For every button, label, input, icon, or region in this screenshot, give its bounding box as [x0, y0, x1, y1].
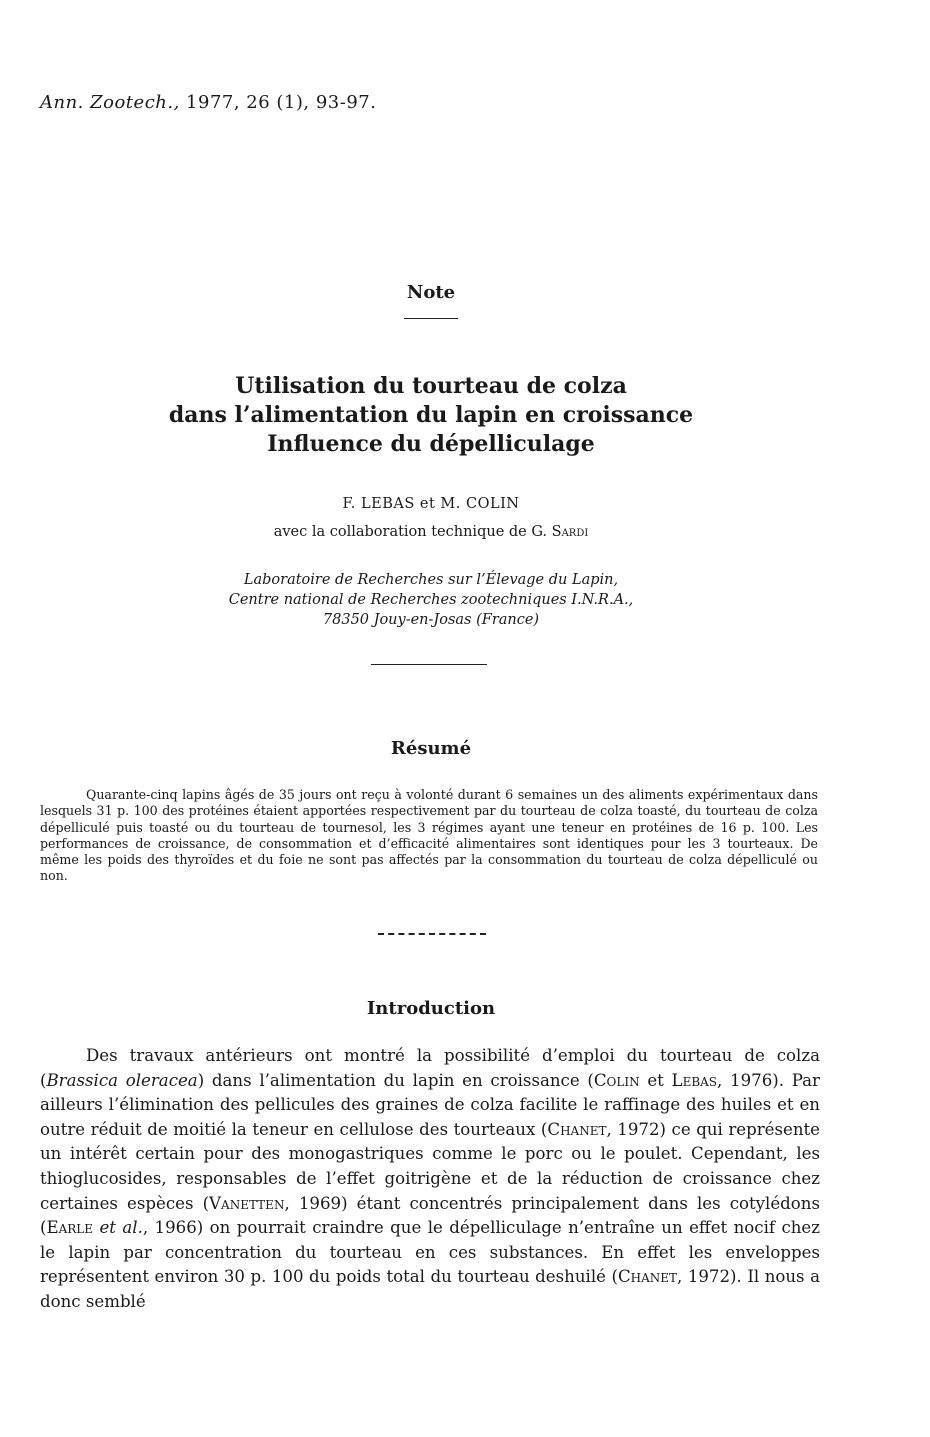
journal-reference — [40, 92, 376, 113]
resume-heading: Résumé — [390, 738, 472, 759]
note-label: Note — [406, 282, 456, 303]
affiliation-line-2: Centre national de Recherches zootechniques I.N.R.A., — [228, 592, 634, 608]
affiliation-line-3: 78350 Jouy-en-Josas (France) — [322, 612, 540, 628]
title-line-1: Utilisation du tourteau de colza — [235, 373, 627, 399]
introduction-heading: Introduction — [366, 998, 496, 1019]
citation-author: Chanet — [547, 1119, 607, 1139]
collaborator-name: Sardi — [551, 524, 589, 540]
citation-et-al: et al. — [99, 1218, 143, 1238]
collaboration-prefix: avec la collaboration technique de G. — [273, 524, 552, 540]
title-line-3: Influence du dépelliculage — [267, 431, 595, 457]
introduction-text — [40, 1044, 820, 1315]
species-name: Brassica oleracea — [46, 1070, 198, 1090]
abstract-end-separator — [378, 933, 486, 935]
citation-author: Colin — [593, 1070, 640, 1090]
intro-text-6: , 1969) étant concentrés principalement dans les cotylédons ( — [40, 1193, 820, 1238]
title-line-2: dans l’alimentation du lapin en croissance — [168, 402, 694, 428]
intro-text-2: ) dans l’alimentation du lapin en croissance ( — [197, 1070, 594, 1090]
authors: F. LEBAS et M. COLIN — [342, 496, 520, 512]
intro-text-7: , 1966) on pourrait craindre que le dépelliculage n’entraîne un effet nocif chez le lapin par concentration du tourteau en ces substances. En effet les enveloppes représentent environ 30 p. 100 du poids total du tourteau deshuilé ( — [40, 1218, 820, 1287]
citation-author: Vanetten — [209, 1193, 285, 1213]
intro-text-1: Des travaux antérieurs ont montré la possibilité d’emploi du tourteau de colza ( — [40, 1046, 820, 1090]
citation-author: Earle — [46, 1218, 94, 1238]
resume-text: Quarante-cinq lapins âgés de 35 jours ont reçu à volonté durant 6 semaines un des aliments expérimentaux dans lesquels 31 p. 100 des protéines étaient apportées respectivement par du tourteau de colza toasté, du tourteau de colza dépelliculé puis toasté ou du tourteau de tournesol, les 3 régimes ayant une teneur en protéines de 16 p. 100. Les performances de croissance, de consommation et d’efficacité alimentaires sont identiques pour les 3 tourteaux. De même les poids des thyroïdes et du foie ne sont pas affectés par la consommation du tourteau de colza dépelliculé ou non. — [40, 787, 818, 884]
affiliation-line-1: Laboratoire de Recherches sur l’Élevage du Lapin, — [243, 572, 619, 588]
article-title — [0, 372, 862, 459]
intro-text-3: et — [639, 1070, 672, 1090]
citation-author: Lebas — [671, 1070, 718, 1090]
journal-volume-pages: 1977, 26 (1), 93-97. — [179, 92, 377, 113]
citation-author: Chanet — [617, 1267, 678, 1287]
intro-text-4: , 1976). Par ailleurs l’élimination des pellicules des graines de colza facilite le raffinage des huiles et en outre réduit de moitié la teneur en cellulose des tourteaux ( — [40, 1070, 820, 1139]
affiliation-separator — [371, 664, 487, 665]
intro-text-5: , 1972) ce qui représente un intérêt certain pour des monogastriques comme le porc ou le poulet. Cependant, les thioglucosides, responsables de l’effet goitrigène et de la réduction de croissance chez certaines espèces ( — [40, 1119, 820, 1213]
note-underline — [404, 318, 458, 319]
affiliation — [0, 570, 862, 630]
journal-name: Ann. Zootech., — [40, 92, 180, 113]
collaboration — [0, 524, 862, 540]
intro-text-8: , 1972). Il nous a donc semblé — [40, 1267, 820, 1311]
